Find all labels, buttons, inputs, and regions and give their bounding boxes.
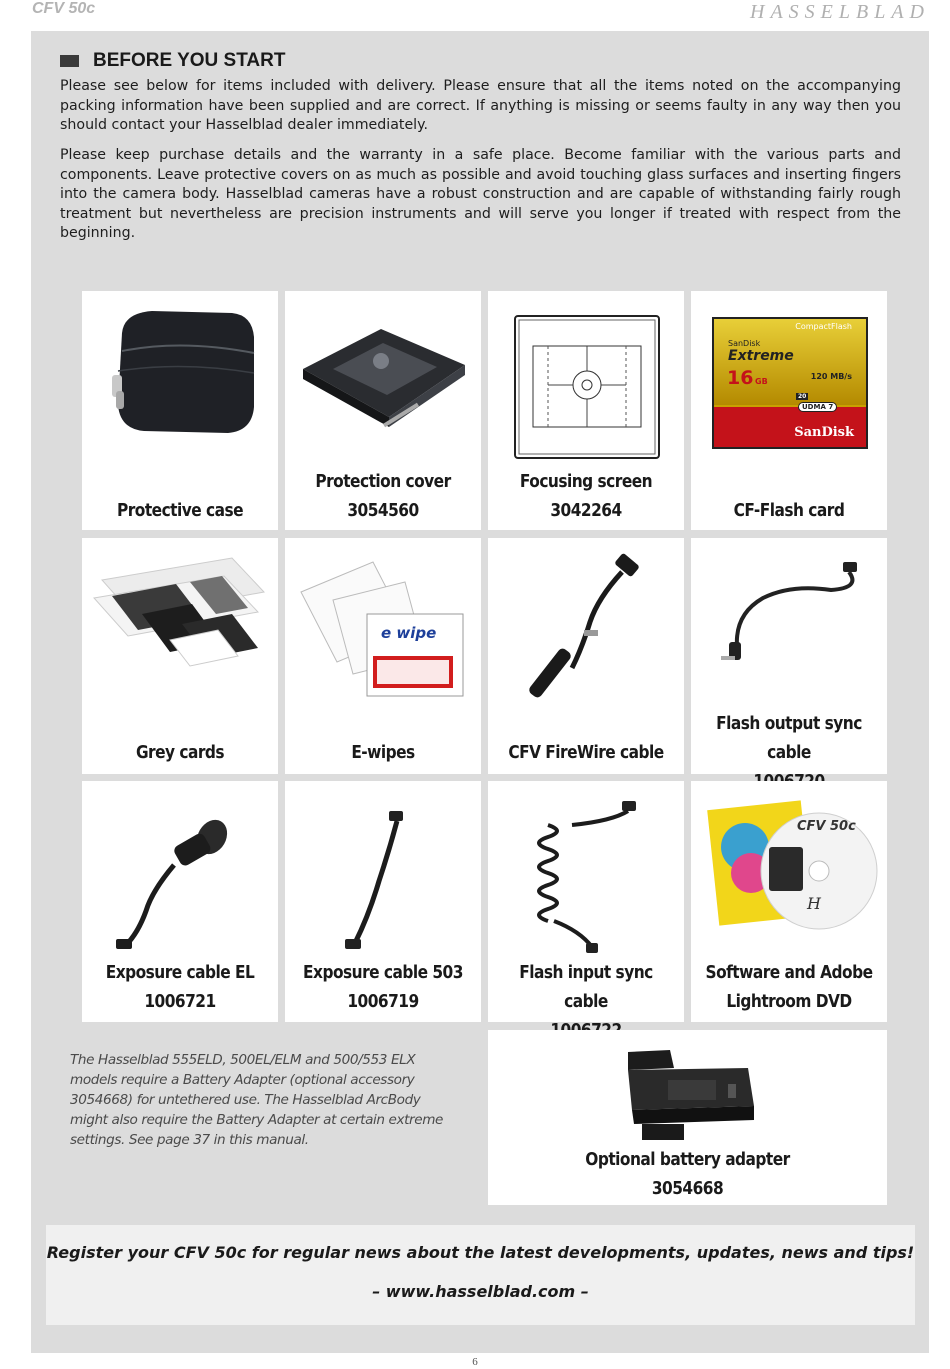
item-caption (94, 497, 266, 526)
e-wipes-image (285, 538, 481, 708)
item-caption (297, 739, 469, 768)
header-product-name: CFV 50c (32, 0, 96, 17)
item-card-protective-case (82, 291, 278, 530)
item-part-number: 1006721 (144, 992, 216, 1012)
card-class-badge: 20 (798, 393, 807, 400)
intro-paragraph-2: Please keep purchase details and the warranty in a safe place. Become familiar with the various parts and components. Leave protective covers on as much as possible and avoid touching glass surfaces and inserting fingers into the camera body. Hasselblad cameras have a robust construction and are capable of withstanding fairly rough treatment but nevertheless are precision instruments and will serve you longer if treated with respect from the beginning. (60, 147, 901, 242)
section-title (60, 50, 285, 72)
item-caption (94, 739, 266, 768)
item-caption (703, 497, 875, 526)
card-brand-small: SanDisk (728, 339, 761, 348)
item-card-flash-output-sync-cable (691, 538, 887, 774)
register-message: Register your CFV 50c for regular news about the latest developments, updates, news and tips! (46, 1243, 915, 1262)
item-part-number: 3042264 (550, 501, 622, 521)
cf-label: CompactFlash (795, 322, 852, 331)
item-caption (512, 1146, 863, 1204)
item-card-protection-cover (285, 291, 481, 530)
item-name: Exposure cable EL (105, 963, 255, 983)
item-part-number: 1006719 (347, 992, 419, 1012)
protective-case-image (82, 291, 278, 461)
item-caption (500, 739, 672, 768)
item-caption (297, 468, 469, 526)
item-card-exposure-cable-el (82, 781, 278, 1022)
item-caption (500, 468, 672, 526)
item-card-software-dvd (691, 781, 887, 1022)
item-name: Focusing screen (519, 472, 653, 492)
item-name: Flash output sync cable (716, 714, 862, 763)
item-name: Flash input sync cable (519, 963, 653, 1012)
flash-output-cable-image (691, 538, 887, 688)
item-name: Protection cover (315, 472, 451, 492)
item-card-grey-cards (82, 538, 278, 774)
item-name: Exposure cable 503 (303, 963, 463, 983)
page-number: 6 (472, 1356, 478, 1368)
exposure-cable-el-image (82, 781, 278, 961)
intro-paragraph-1: Please see below for items included with delivery. Please ensure that all the items noted on the accompanying packing information have been supplied and are correct. If anything is missing or seems faulty in any way then you should contact your Hasselblad dealer immediately. (60, 78, 901, 134)
item-part-number: 3054668 (651, 1179, 724, 1199)
dvd-image (691, 781, 887, 961)
register-box (46, 1225, 915, 1325)
item-card-cf-flash-card (691, 291, 887, 530)
sandisk-card-image (712, 317, 868, 449)
item-card-battery-adapter (488, 1030, 887, 1205)
item-caption (94, 959, 266, 1017)
card-model: Extreme (728, 348, 794, 364)
battery-adapter-image (608, 1044, 768, 1144)
item-name: E-wipes (351, 743, 415, 763)
item-card-exposure-cable-503 (285, 781, 481, 1022)
battery-adapter-note: The Hasselblad 555ELD, 500EL/ELM and 500/553 ELX models require a Battery Adapter (optional accessory 3054668) for untethered use. The Hasselblad ArcBody might also require the Battery Adapter at certain extreme settings. See page 37 in this manual. (70, 1052, 444, 1148)
exposure-cable-503-image (285, 781, 481, 961)
card-udma-badge: UDMA 7 (798, 402, 837, 412)
flash-input-cable-image (488, 781, 684, 961)
protection-cover-image (285, 291, 481, 461)
header-brand-logo: HASSELBLAD (750, 1, 930, 23)
item-name: Software and Adobe (705, 963, 873, 983)
e-wipe-label: e wipe (381, 624, 437, 642)
item-name: Optional battery adapter (585, 1150, 790, 1170)
item-name-line2: Lightroom DVD (726, 992, 852, 1012)
section-marker-icon (60, 55, 79, 67)
firewire-cable-image (488, 538, 684, 718)
item-name: Grey cards (135, 743, 225, 763)
item-name: CFV FireWire cable (508, 743, 664, 763)
dvd-label: CFV 50c (797, 819, 856, 834)
card-logo: SanDisk (794, 425, 854, 440)
focusing-screen-image (488, 291, 684, 461)
item-card-focusing-screen (488, 291, 684, 530)
item-part-number: 3054560 (347, 501, 419, 521)
item-name: CF-Flash card (733, 501, 845, 521)
svg-text:H: H (807, 894, 821, 913)
item-card-flash-input-sync-cable (488, 781, 684, 1022)
grey-cards-image (82, 538, 278, 708)
item-caption (297, 959, 469, 1017)
card-capacity: 16 (727, 367, 754, 389)
item-name: Protective case (116, 501, 244, 521)
item-card-cfv-firewire-cable (488, 538, 684, 774)
card-speed: 120 MB/s (810, 372, 852, 381)
register-website-link[interactable]: – www.hasselblad.com – (372, 1282, 589, 1301)
section-title-text: BEFORE YOU START (93, 50, 286, 71)
item-card-e-wipes (285, 538, 481, 774)
item-caption (703, 959, 875, 1017)
card-capacity-unit: GB (755, 377, 768, 386)
